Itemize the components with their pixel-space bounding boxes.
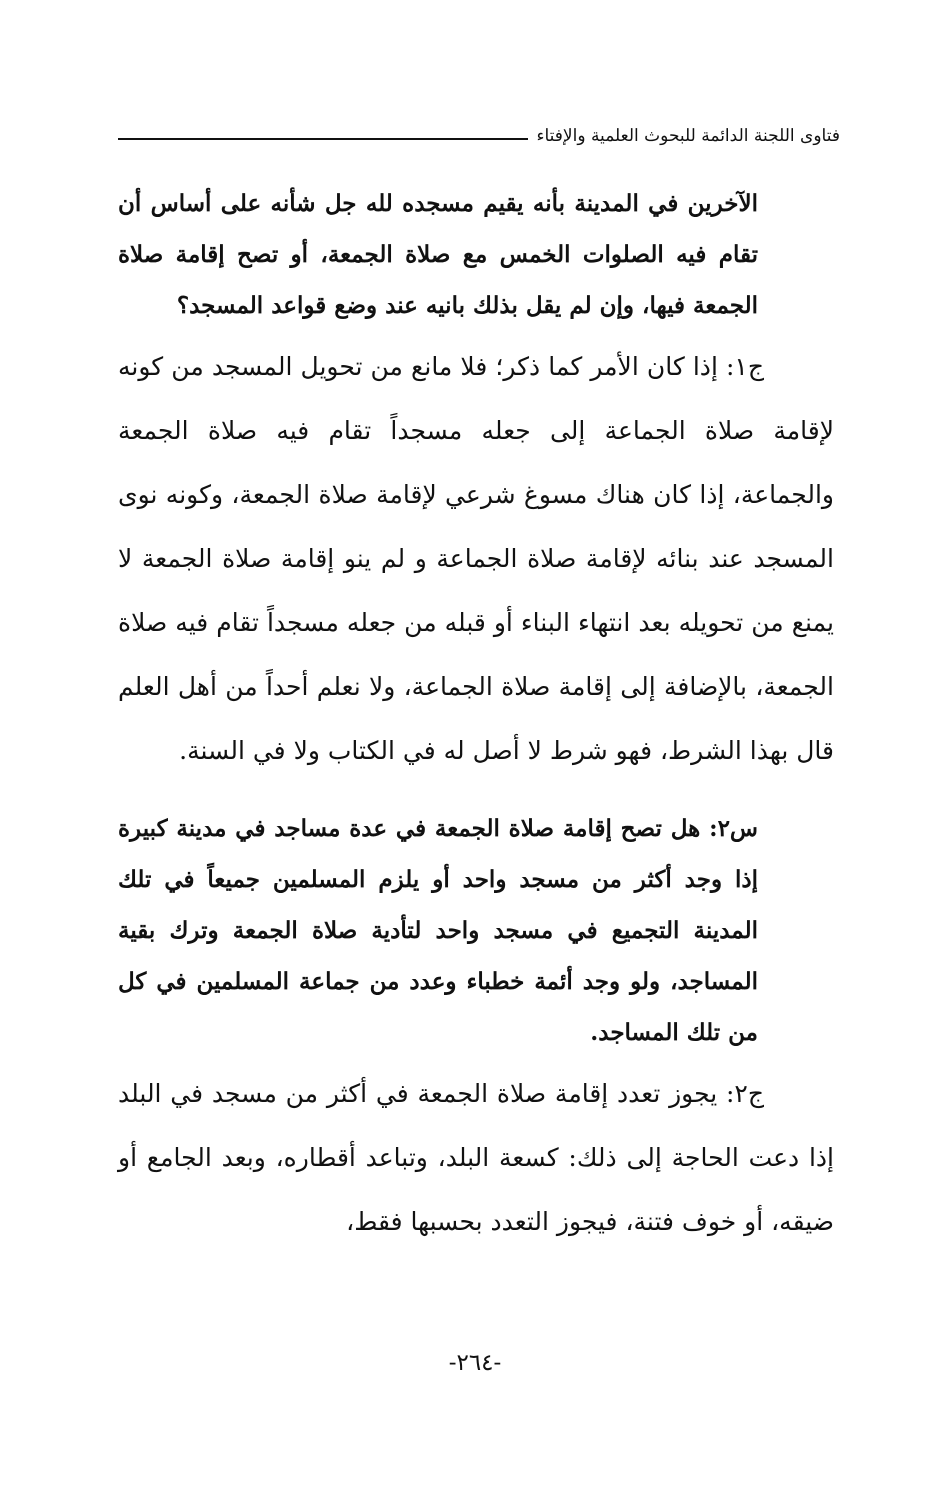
answer-2-text: ج٢: يجوز تعدد إقامة صلاة الجمعة في أكثر من مسجد في البلد إذا دعت الحاجة إلى ذلك: كسعة البلد، وتباعد أقطاره، وبعد الجامع أو ضيقه، أو خوف فتنة، فيجوز التعدد بحسبها فقط، (118, 1079, 834, 1236)
running-header (118, 118, 840, 154)
page-number: -٢٦٤- (448, 1350, 502, 1376)
question-1-continuation: الآخرين في المدينة بأنه يقيم مسجده لله جل شأنه على أساس أن تقام فيه الصلوات الخمس مع صلاة الجمعة، أو تصح إقامة صلاة الجمعة فيها، وإن لم يقل بذلك بانيه عند وضع قواعد المسجد؟ (118, 190, 758, 319)
answer-1-text: ج١: إذا كان الأمر كما ذكر؛ فلا مانع من تحويل المسجد من كونه لإقامة صلاة الجماعة إلى جعله مسجداً تقام فيه صلاة الجمعة والجماعة، إذا كان هناك مسوغ شرعي لإقامة صلاة الجمعة، وكونه نوى المسجد عند بنائه لإقامة صلاة الجماعة و لم ينو إقامة صلاة الجمعة لا يمنع من تحويله بعد انتهاء البناء أو قبله من جعله مسجداً تقام فيه صلاة الجمعة، بالإضافة إلى إقامة صلاة الجماعة، ولا نعلم أحداً من أهل العلم قال بهذا الشرط، فهو شرط لا أصل له في الكتاب ولا في السنة. (118, 352, 834, 765)
answer-1 (118, 335, 834, 783)
spacer (118, 783, 834, 803)
answer-2 (118, 1062, 834, 1254)
header-rule (118, 138, 528, 140)
page-body (118, 178, 834, 1254)
question-2: س٢: هل تصح إقامة صلاة الجمعة في عدة مساجد في مدينة كبيرة إذا وجد أكثر من مسجد واحد أو يلزم المسلمين جميعاً في تلك المدينة التجميع في مسجد واحد لتأدية صلاة الجمعة وترك بقية المساجد، ولو وجد أئمة خطباء وعدد من جماعة المسلمين في كل من تلك المساجد. (118, 815, 758, 1046)
running-header-title: فتاوى اللجنة الدائمة للبحوث العلمية والإفتاء (536, 126, 840, 146)
